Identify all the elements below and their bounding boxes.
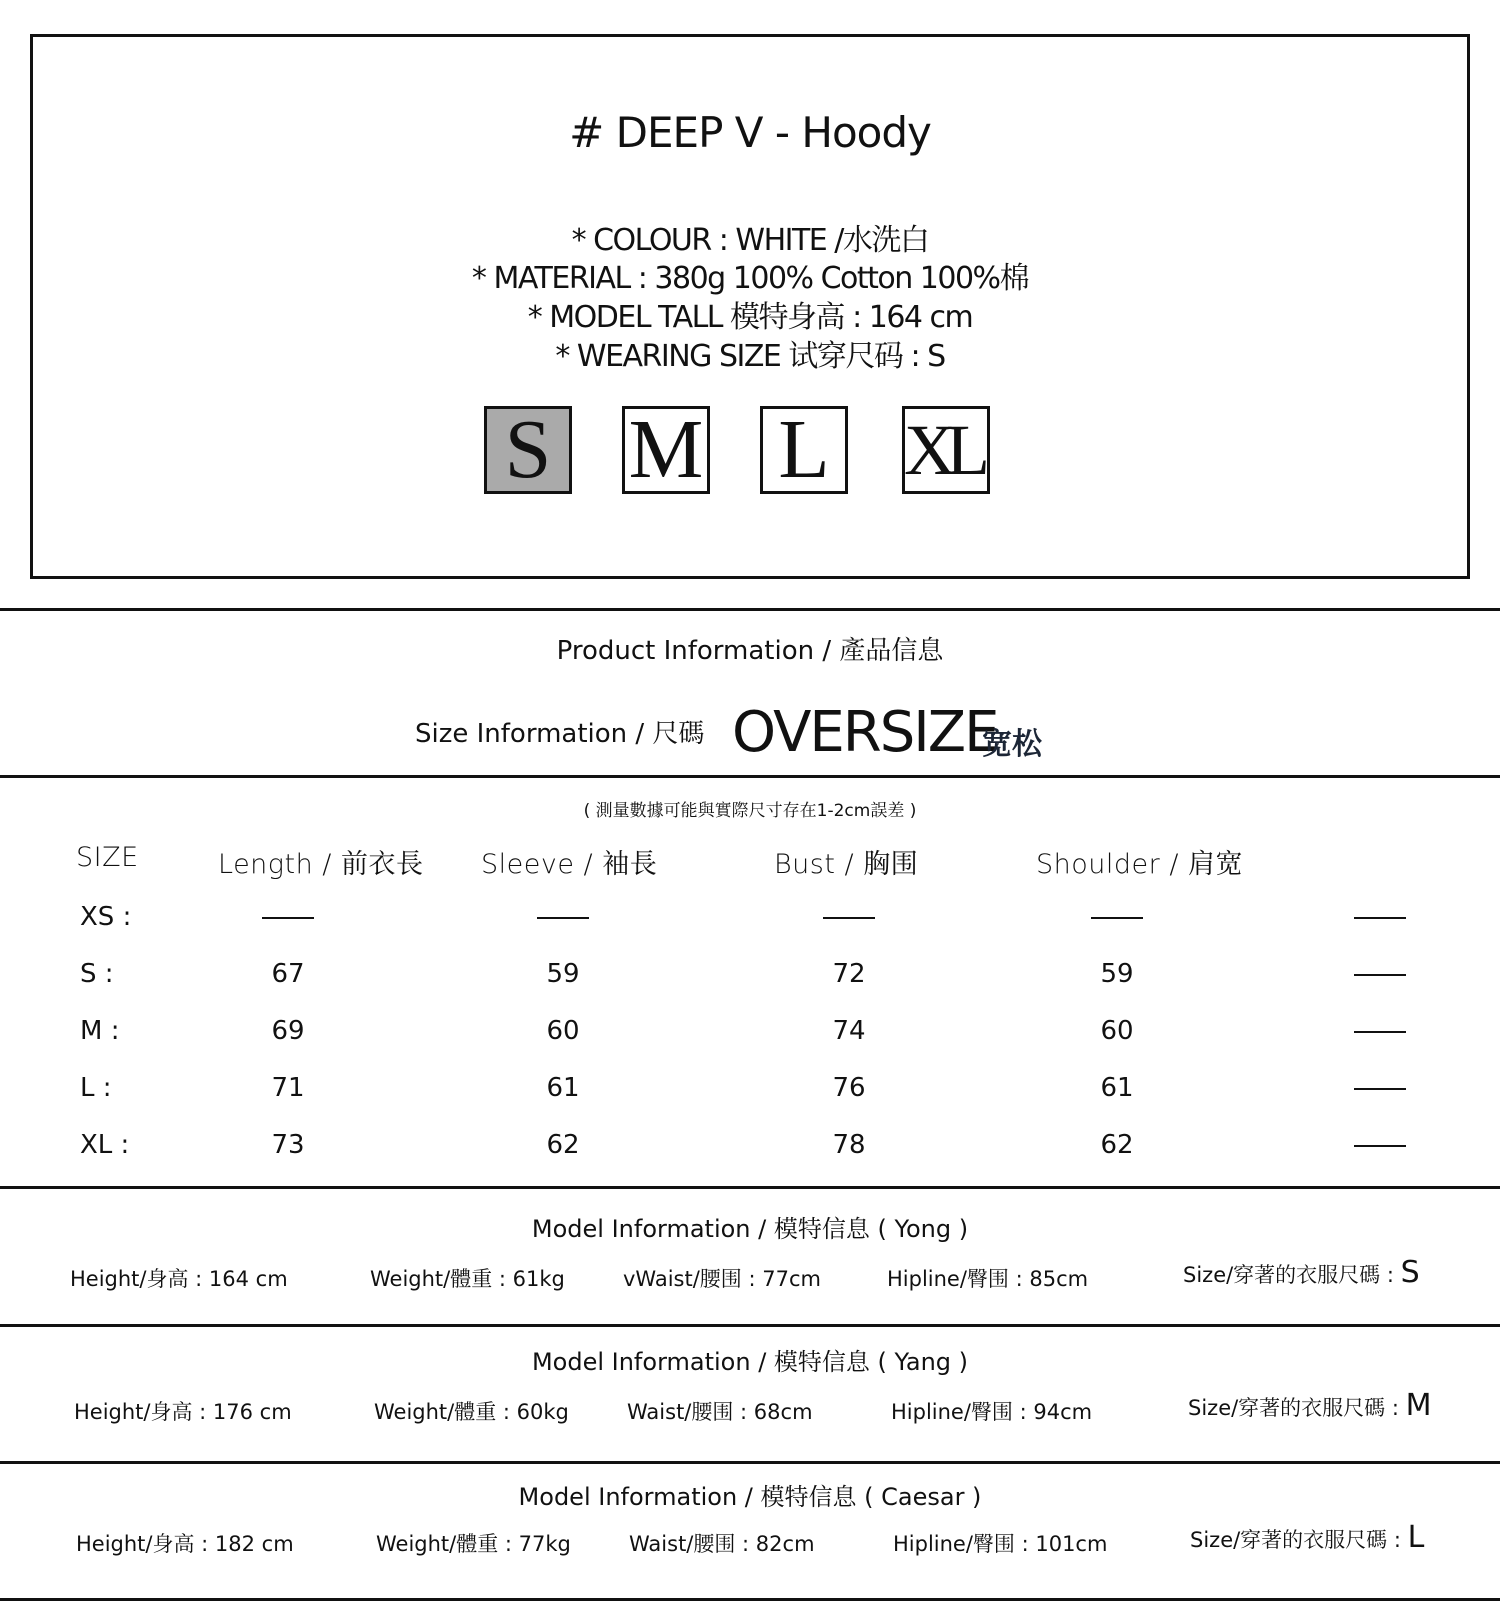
model-hipline: Hipline/臀围 : 94cm xyxy=(891,1400,1093,1424)
model-height: Height/身高 : 164 cm xyxy=(70,1267,288,1291)
model-size-label: Size/穿著的衣服尺碼 : xyxy=(1190,1528,1408,1552)
empty-value-dash xyxy=(1354,917,1406,919)
col-header-shoulder: Shoulder / 肩宽 xyxy=(1036,849,1243,880)
size-table-cell: 76 xyxy=(832,1073,866,1103)
model-size xyxy=(1190,1520,1424,1555)
product-info-heading: Product Information / 產品信息 xyxy=(556,636,944,666)
model-size-value: S xyxy=(1400,1255,1420,1290)
model-size-value: M xyxy=(1405,1388,1432,1423)
spec-model-tall: * MODEL TALL 模特身高 : 164 cm xyxy=(527,300,973,335)
size-info-heading: Size Information / 尺碼 xyxy=(415,719,705,749)
spec-material: * MATERIAL : 380g 100% Cotton 100%棉 xyxy=(471,261,1029,296)
divider xyxy=(0,775,1500,778)
size-option-s[interactable]: S xyxy=(484,406,572,494)
measurement-note: ( 測量數據可能與實際尺寸存在1-2cm誤差 ) xyxy=(583,801,917,821)
size-table-cell: 72 xyxy=(832,959,866,989)
empty-value-dash xyxy=(1354,974,1406,976)
size-table-cell: 73 xyxy=(271,1130,305,1160)
empty-value-dash xyxy=(1354,1145,1406,1147)
size-row-label: M : xyxy=(80,1016,120,1046)
model-hipline: Hipline/臀围 : 101cm xyxy=(893,1532,1108,1556)
model-height: Height/身高 : 176 cm xyxy=(74,1400,292,1424)
size-row-label: XL : xyxy=(80,1130,130,1160)
empty-value-dash xyxy=(1354,1088,1406,1090)
divider xyxy=(0,1324,1500,1327)
model-height: Height/身高 : 182 cm xyxy=(76,1532,294,1556)
model-info-heading: Model Information / 模特信息 ( Caesar ) xyxy=(518,1483,982,1511)
empty-value-dash xyxy=(823,917,875,919)
size-table-cell: 60 xyxy=(1100,1016,1134,1046)
empty-value-dash xyxy=(1091,917,1143,919)
model-size-label: Size/穿著的衣服尺碼 : xyxy=(1183,1263,1401,1287)
model-waist: Waist/腰围 : 68cm xyxy=(627,1400,813,1424)
col-header-length: Length / 前衣長 xyxy=(218,849,424,880)
empty-value-dash xyxy=(537,917,589,919)
size-table-cell: 61 xyxy=(546,1073,580,1103)
size-table-cell: 59 xyxy=(1100,959,1134,989)
size-option-m[interactable]: M xyxy=(622,406,710,494)
model-hipline: Hipline/臀围 : 85cm xyxy=(887,1267,1089,1291)
model-info-heading: Model Information / 模特信息 ( Yong ) xyxy=(531,1215,969,1243)
size-table-cell: 59 xyxy=(546,959,580,989)
size-table-cell: 62 xyxy=(1100,1130,1134,1160)
model-waist: Waist/腰围 : 82cm xyxy=(629,1532,815,1556)
model-weight: Weight/體重 : 61kg xyxy=(370,1267,565,1291)
spec-colour: * COLOUR : WHITE /水洗白 xyxy=(571,223,929,258)
col-header-sleeve: Sleeve / 袖長 xyxy=(481,849,658,880)
divider xyxy=(0,1598,1500,1601)
model-weight: Weight/體重 : 77kg xyxy=(376,1532,571,1556)
model-waist: vWaist/腰围 : 77cm xyxy=(623,1267,821,1291)
size-table-cell: 62 xyxy=(546,1130,580,1160)
divider xyxy=(0,1461,1500,1464)
model-info-heading: Model Information / 模特信息 ( Yang ) xyxy=(531,1348,969,1376)
size-option-l[interactable]: L xyxy=(760,406,848,494)
col-header-size: SIZE xyxy=(76,842,139,873)
model-size xyxy=(1183,1255,1420,1290)
model-size xyxy=(1188,1388,1432,1423)
size-table-cell: 60 xyxy=(546,1016,580,1046)
size-row-label: L : xyxy=(80,1073,112,1103)
model-weight: Weight/體重 : 60kg xyxy=(374,1400,569,1424)
size-table-cell: 69 xyxy=(271,1016,305,1046)
model-size-value: L xyxy=(1407,1520,1425,1555)
size-table-cell: 74 xyxy=(832,1016,866,1046)
fit-label-cn: 宽松 xyxy=(982,727,1042,762)
divider xyxy=(0,608,1500,611)
product-title: # DEEP V - Hoody xyxy=(569,108,931,157)
size-table-cell: 71 xyxy=(271,1073,305,1103)
model-size-label: Size/穿著的衣服尺碼 : xyxy=(1188,1396,1406,1420)
spec-wearing-size: * WEARING SIZE 试穿尺码 : S xyxy=(555,339,945,374)
empty-value-dash xyxy=(1354,1031,1406,1033)
divider xyxy=(0,1186,1500,1189)
size-row-label: S : xyxy=(80,959,114,989)
size-table-cell: 78 xyxy=(832,1130,866,1160)
size-table-cell: 67 xyxy=(271,959,305,989)
size-option-xl[interactable]: XL xyxy=(902,406,990,494)
size-row-label: XS : xyxy=(80,902,132,932)
col-header-bust: Bust / 胸围 xyxy=(774,849,919,880)
fit-label: OVERSIZE xyxy=(732,700,998,765)
empty-value-dash xyxy=(262,917,314,919)
size-table-cell: 61 xyxy=(1100,1073,1134,1103)
